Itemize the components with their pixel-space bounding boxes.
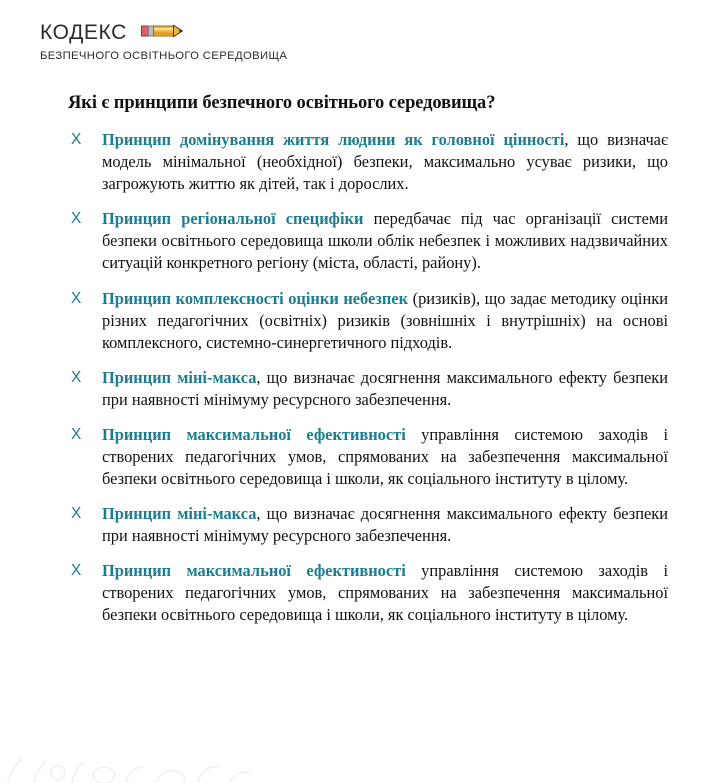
pencil-icon [141,23,183,44]
x-marker-icon: X [71,425,82,443]
principle-lead: Принцип міні-макса [102,367,257,387]
principle-lead: Принцип регіональної специфіки [102,209,364,229]
list-item [68,129,668,195]
principle-rest: (ризиків), що задає методику оцінки різних педагогічних (освітніх) ризиків (зовнішніх і внутрішніх) на основі комплексного, системно-синергетичного підходів. [102,288,668,352]
x-marker-icon: X [71,562,82,580]
list-item [68,288,668,354]
principle-rest: управління системою заходів і створених педагогічних умов, спрямованих на забезпечення максимальної безпеки освітнього середовища і школи, як соціального інституту в цілому. [102,424,668,488]
list-item [68,208,668,274]
principle-rest: передбачає під час організації системи безпеки освітнього середовища школи облік небезпек і можливих надзвичайних ситуацій конкретного регіону (міста, області, району). [102,209,668,273]
brand-subtitle: БЕЗПЕЧНОГО ОСВІТНЬОГО СЕРЕДОВИЩА [40,50,288,62]
brand-title: КОДЕКС [40,20,127,44]
principle-lead: Принцип максимальної ефективності [102,561,406,581]
x-marker-icon: X [71,289,82,307]
list-item [68,424,668,490]
principle-rest: , що визначає модель мінімальної (необхідної) безпеки, максимально усуває ризики, що загрожують життю як дітей, так і дорослих. [102,130,668,194]
principle-rest: управління системою заходів і створених педагогічних умов, спрямованих на забезпечення максимальної безпеки освітнього середовища і школи, як соціального інституту в цілому. [102,561,668,625]
list-item [68,367,668,411]
masthead-title-row [40,18,460,46]
x-marker-icon: X [71,131,82,149]
page-title: Які є принципи безпечного освітнього середовища? [68,93,496,113]
list-item [68,560,668,626]
masthead [40,18,460,62]
content-area [68,92,668,626]
principles-list [68,129,668,626]
x-marker-icon: X [71,505,82,522]
x-marker-icon: X [71,368,82,386]
decorative-watermark [0,739,260,783]
x-marker-icon: X [71,210,82,228]
principle-lead: Принцип максимальної ефективності [102,424,406,444]
list-item [68,503,668,547]
principle-rest: , що визначає досягнення максимального ефекту безпеки при наявності мінімуму ресурсного забезпечення. [102,367,668,409]
principle-lead: Принцип міні-макса [102,504,257,523]
principle-rest: , що визначає досягнення максимального ефекту безпеки при наявності мінімуму ресурсного забезпечення. [102,504,668,546]
principle-lead: Принцип комплексності оцінки небезпек [102,288,409,308]
principle-lead: Принцип домінування життя людини як головної цінності [102,130,565,150]
